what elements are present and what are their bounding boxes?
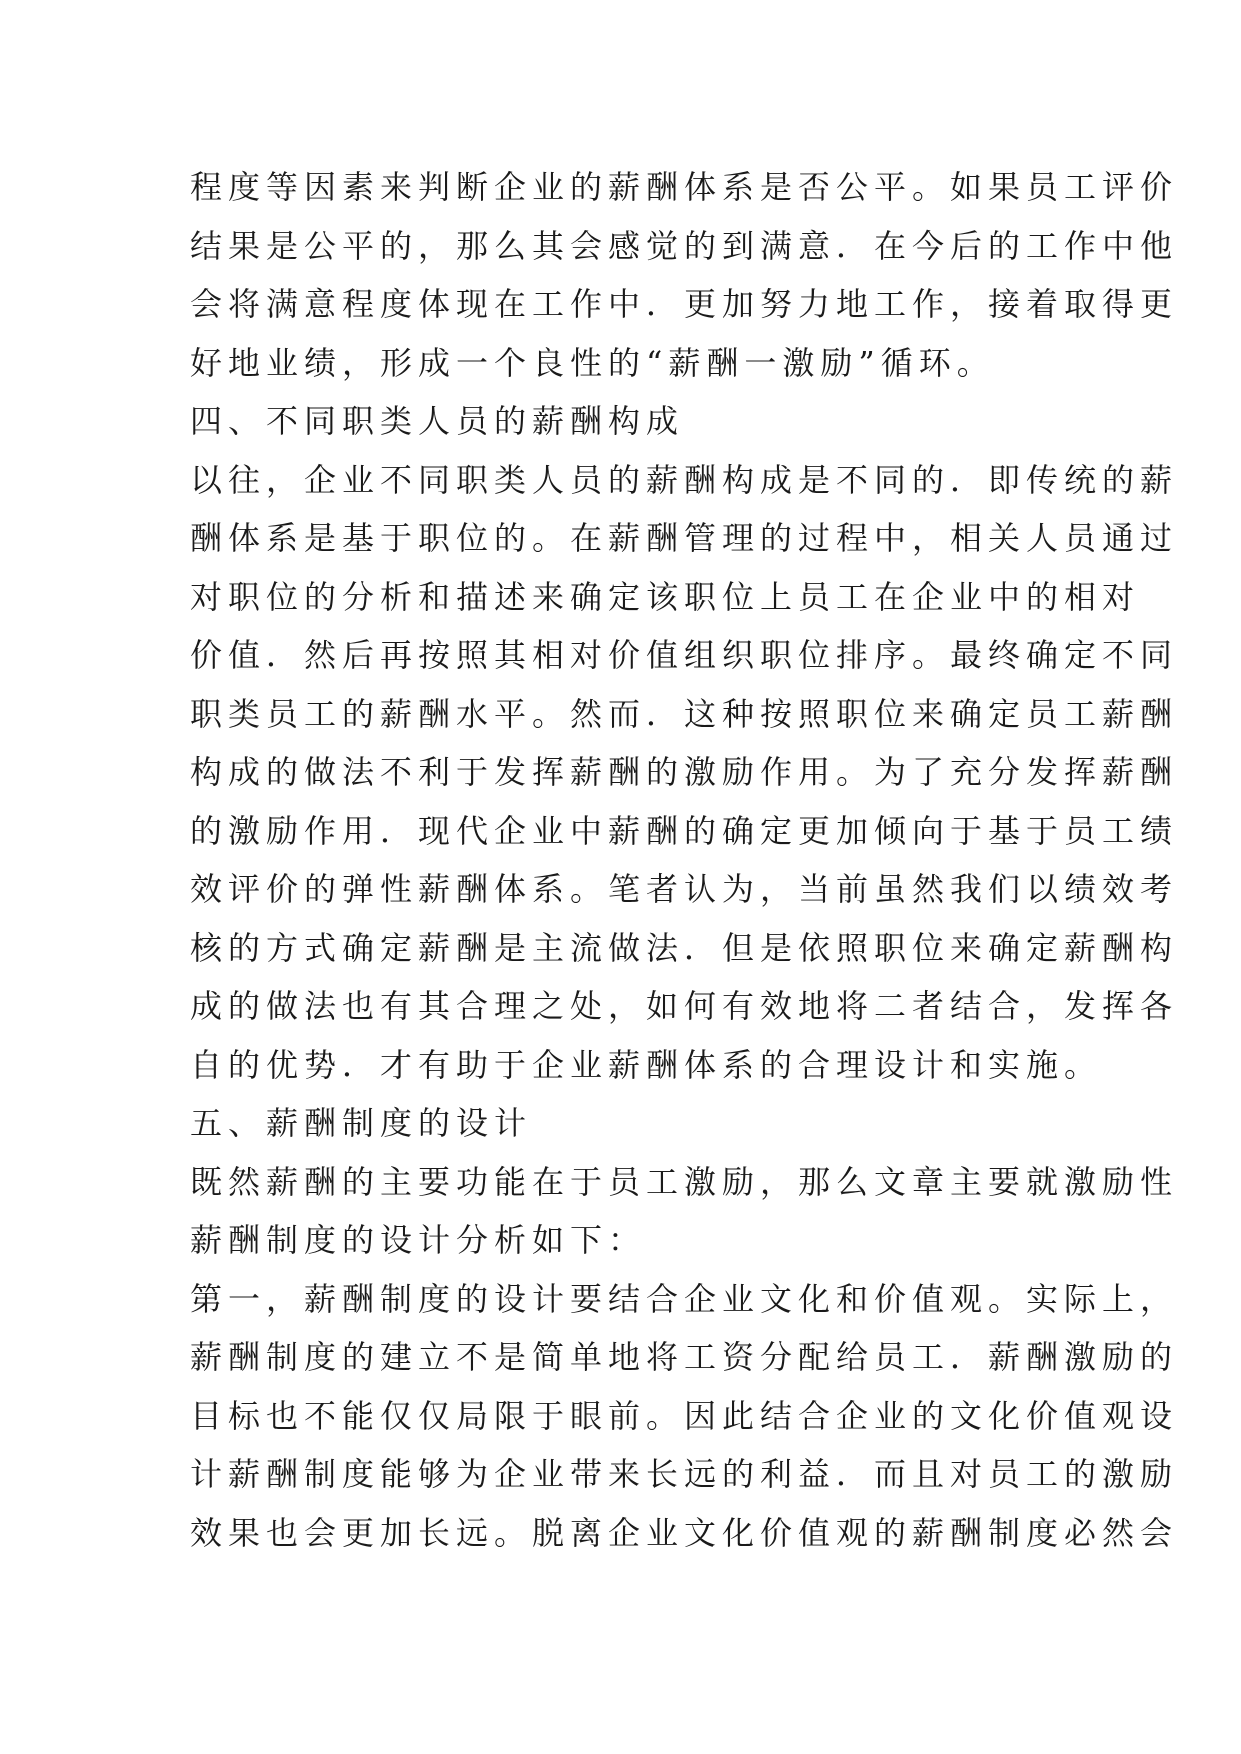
text-line: 以往，企业不同职类人员的薪酬构成是不同的．即传统的薪 bbox=[190, 460, 1179, 499]
text-line: 成的做法也有其合理之处，如何有效地将二者结合，发挥各 bbox=[190, 987, 1179, 1025]
text-line: 自的优势．才有助于企业薪酬体系的合理设计和实施。 bbox=[190, 1045, 1103, 1084]
text-line: 构成的做法不利于发挥薪酬的激励作用。为了充分发挥薪酬 bbox=[190, 753, 1179, 791]
text-line: 价值．然后再按照其相对价值组织职位排序。最终确定不同 bbox=[190, 636, 1179, 674]
text-line: 效果也会更加长远。脱离企业文化价值观的薪酬制度必然会 bbox=[190, 1513, 1179, 1552]
text-line: 的激励作用．现代企业中薪酬的确定更加倾向于基于员工绩 bbox=[190, 811, 1179, 850]
text-line: 效评价的弹性薪酬体系。笔者认为，当前虽然我们以绩效考 bbox=[190, 870, 1179, 908]
text-line: 薪酬制度的设计分析如下： bbox=[190, 1221, 647, 1259]
text-line: 酬体系是基于职位的。在薪酬管理的过程中，相关人员通过 bbox=[190, 519, 1179, 557]
text-line: 对职位的分析和描述来确定该职位上员工在企业中的相对 bbox=[190, 577, 1141, 616]
text-line: 好地业绩，形成一个良性的“薪酬一激励”循环。 bbox=[190, 343, 995, 382]
section-heading: 四、不同职类人员的薪酬构成 bbox=[190, 402, 685, 440]
text-line: 计薪酬制度能够为企业带来长远的利益．而且对员工的激励 bbox=[190, 1455, 1179, 1493]
text-line: 第一，薪酬制度的设计要结合企业文化和价值观。实际上， bbox=[190, 1279, 1179, 1318]
section-heading: 五、薪酬制度的设计 bbox=[190, 1104, 533, 1142]
text-line: 核的方式确定薪酬是主流做法．但是依照职位来确定薪酬构 bbox=[190, 928, 1179, 967]
text-line: 既然薪酬的主要功能在于员工激励，那么文章主要就激励性 bbox=[190, 1162, 1179, 1201]
text-line: 结果是公平的，那么其会感觉的到满意．在今后的工作中他 bbox=[190, 226, 1179, 265]
text-line: 职类员工的薪酬水平。然而．这种按照职位来确定员工薪酬 bbox=[190, 694, 1179, 733]
text-line: 程度等因素来判断企业的薪酬体系是否公平。如果员工评价 bbox=[190, 168, 1179, 206]
text-line: 薪酬制度的建立不是简单地将工资分配给员工．薪酬激励的 bbox=[190, 1338, 1179, 1376]
text-line: 目标也不能仅仅局限于眼前。因此结合企业的文化价值观设 bbox=[190, 1396, 1179, 1435]
body-text bbox=[190, 158, 1179, 1562]
text-line: 会将满意程度体现在工作中．更加努力地工作，接着取得更 bbox=[190, 285, 1179, 323]
